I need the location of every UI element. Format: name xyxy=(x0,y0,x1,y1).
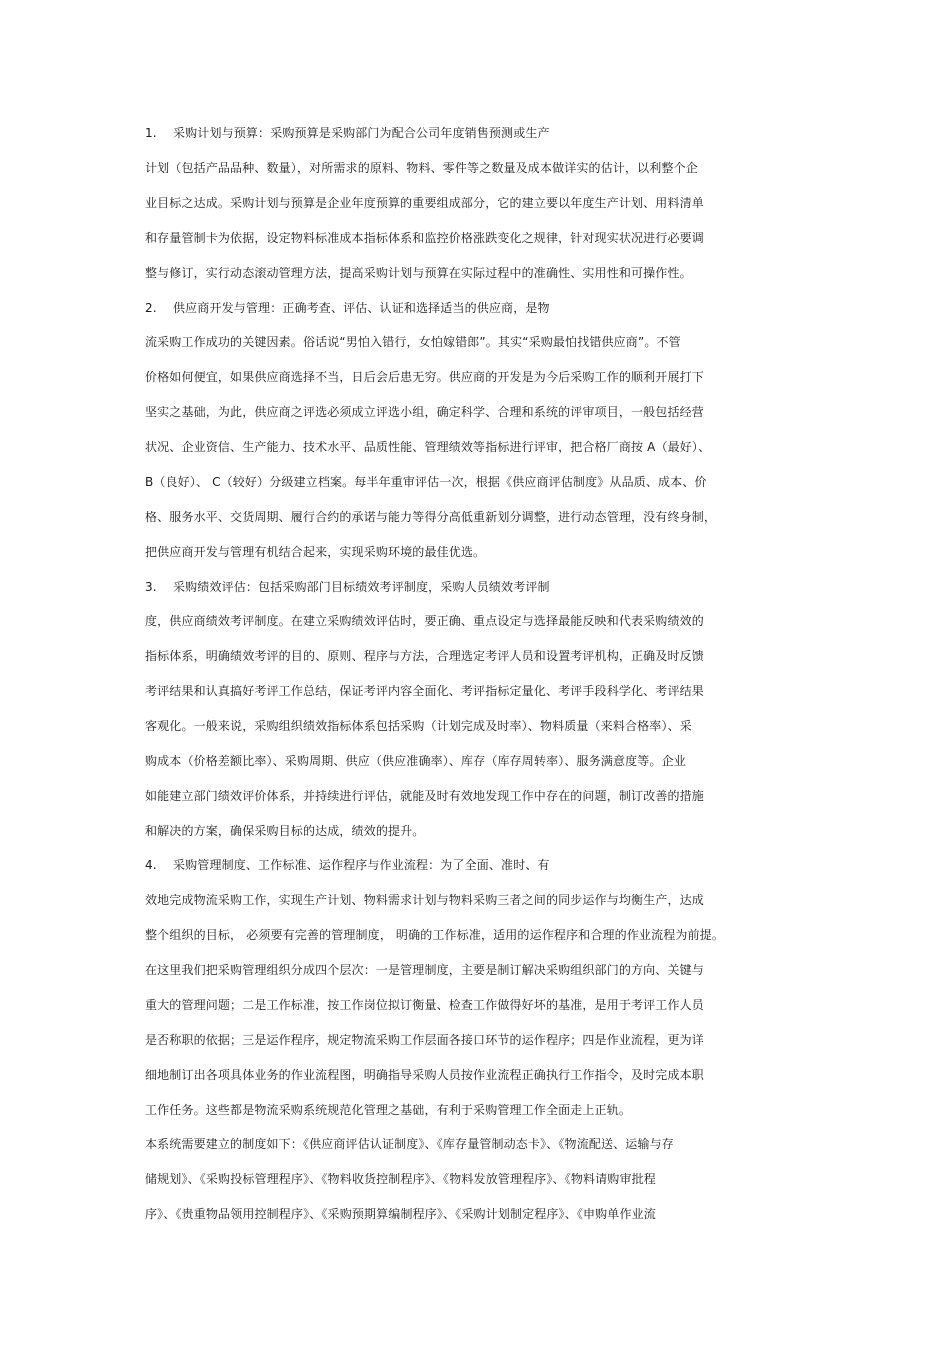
item-number: 3. xyxy=(145,580,157,594)
item-number: 1. xyxy=(145,126,157,140)
line-text: 业目标之达成。采购计划与预算是企业年度预算的重要组成部分，它的建立要以年度生产计划、用料清单 xyxy=(145,196,704,210)
text-line xyxy=(145,1102,631,1118)
text-line xyxy=(145,544,485,560)
line-text: 流采购工作成功的关键因素。俗话说“男怕入错行，女怕嫁错郎”。其实“采购最怕找错供应商”。不管 xyxy=(145,335,681,349)
text-line xyxy=(145,195,704,211)
line-text: 考评结果和认真搞好考评工作总结，保证考评内容全面化、考评指标定量化、考评手段科学化、考评结果 xyxy=(145,684,704,698)
text-line xyxy=(145,753,686,769)
text-line xyxy=(145,579,550,595)
text-line xyxy=(145,1136,674,1152)
item-number: 2. xyxy=(145,301,157,315)
text-line xyxy=(145,788,704,804)
line-text: 把供应商开发与管理有机结合起来，实现采购环境的最佳优选。 xyxy=(145,545,486,559)
text-line xyxy=(145,962,704,978)
line-text: 重大的管理问题；二是工作标准，按工作岗位拟订衡量、检查工作做得好坏的基准，是用于考评工作人员 xyxy=(145,998,704,1012)
line-text: 效地完成物流采购工作，实现生产计划、物料需求计划与物料采购三者之间的同步运作与均衡生产，达成 xyxy=(145,893,704,907)
line-text: 坚实之基础，为此，供应商之评选必须成立评选小组，确定科学、合理和系统的评审项目，一般包括经营 xyxy=(145,405,704,419)
line-text: 供应商开发与管理：正确考查、评估、认证和选择适当的供应商，是物 xyxy=(173,301,550,315)
line-text: 是否称职的依据；三是运作程序，规定物流采购工作层面各接口环节的运作程序；四是作业流程，更为详 xyxy=(145,1033,704,1047)
line-text: 价格如何便宜，如果供应商选择不当，日后会后患无穷。供应商的开发是为今后采购工作的顺利开展打下 xyxy=(145,370,704,384)
line-text: 采购绩效评估：包括采购部门目标绩效考评制度，采购人员绩效考评制 xyxy=(173,580,550,594)
text-line xyxy=(145,1206,656,1222)
text-line xyxy=(145,369,704,385)
line-text: 采购管理制度、工作标准、运作程序与作业流程：为了全面、准时、有 xyxy=(173,858,550,872)
text-line xyxy=(145,613,704,629)
line-text: 和解决的方案，确保采购目标的达成，绩效的提升。 xyxy=(145,824,425,838)
line-text: 客观化。一般来说，采购组织绩效指标体系包括采购（计划完成及时率）、物料质量（来料合格率）、采 xyxy=(145,719,692,733)
text-line xyxy=(145,892,704,908)
text-line xyxy=(145,857,550,873)
line-text: 序》、《贵重物品领用控制程序》、《采购预期算编制程序》、《采购计划制定程序》、《申购单作业流 xyxy=(145,1207,656,1221)
text-line xyxy=(145,1171,656,1187)
line-text: 如能建立部门绩效评价体系，并持续进行评估，就能及时有效地发现工作中存在的问题，制订改善的措施 xyxy=(145,789,704,803)
line-text: 购成本（价格差额比率）、采购周期、供应（供应准确率）、库存（库存周转率）、服务满意度等。企业 xyxy=(145,754,686,768)
text-line xyxy=(145,230,704,246)
text-line xyxy=(145,1067,704,1083)
text-line xyxy=(145,927,724,943)
line-text: 在这里我们把采购管理组织分成四个层次：一是管理制度，主要是制订解决采购组织部门的方向、关键与 xyxy=(145,963,704,977)
text-line xyxy=(145,683,704,699)
line-text: 和存量管制卡为依据，设定物料标准成本指标体系和监控价格涨跌变化之规律，针对现实状况进行必要调 xyxy=(145,231,704,245)
line-text: 本系统需要建立的制度如下：《供应商评估认证制度》、《库存量管制动态卡》、《物流配送、运输与存 xyxy=(145,1137,674,1151)
line-text: 工作任务。这些都是物流采购系统规范化管理之基础，有利于采购管理工作全面走上正轨。 xyxy=(145,1103,632,1117)
text-line xyxy=(145,334,681,350)
text-line xyxy=(145,404,704,420)
text-line xyxy=(145,718,692,734)
line-text: 整与修订，实行动态滚动管理方法，提高采购计划与预算在实际过程中的准确性、实用性和可操作性。 xyxy=(145,266,692,280)
text-line xyxy=(145,823,424,839)
item-number: 4. xyxy=(145,858,157,872)
text-line xyxy=(145,160,698,176)
line-text: 状况、企业资信、生产能力、技术水平、品质性能、管理绩效等指标进行评审，把合格厂商按 A（最好）、 xyxy=(145,440,711,454)
line-text: 采购计划与预算：采购预算是采购部门为配合公司年度销售预测或生产 xyxy=(173,126,550,140)
text-line xyxy=(145,997,704,1013)
text-line xyxy=(145,648,704,664)
line-text: 细地制订出各项具体业务的作业流程图，明确指导采购人员按作业流程正确执行工作指令，及时完成本职 xyxy=(145,1068,704,1082)
line-text: 整个组织的目标， 必须要有完善的管理制度， 明确的工作标准，适用的运作程序和合理的作业流程为前提。 xyxy=(145,928,724,942)
text-line xyxy=(145,474,707,490)
line-text: 度，供应商绩效考评制度。在建立采购绩效评估时，要正确、重点设定与选择最能反映和代表采购绩效的 xyxy=(145,614,704,628)
text-line xyxy=(145,509,716,525)
text-line xyxy=(145,125,550,141)
text-line xyxy=(145,1032,704,1048)
line-text: 格、服务水平、交货周期、履行合约的承诺与能力等得分高低重新划分调整，进行动态管理，没有终身制， xyxy=(145,510,717,524)
text-line xyxy=(145,265,692,281)
text-line xyxy=(145,439,710,455)
line-text: 储规划》、《采购投标管理程序》、《物料收货控制程序》、《物料发放管理程序》、《物料请购审批程 xyxy=(145,1172,656,1186)
line-text: 指标体系，明确绩效考评的目的、原则、程序与方法，合理选定考评人员和设置考评机构，正确及时反馈 xyxy=(145,649,704,663)
line-text: B（良好）、 C（较好）分级建立档案。每半年重审评估一次，根据《供应商评估制度》从品质、成本、价 xyxy=(145,475,707,489)
line-text: 计划（包括产品品种、数量），对所需求的原料、物料、零件等之数量及成本做详实的估计，以利整个企 xyxy=(145,161,698,175)
text-line xyxy=(145,300,550,316)
